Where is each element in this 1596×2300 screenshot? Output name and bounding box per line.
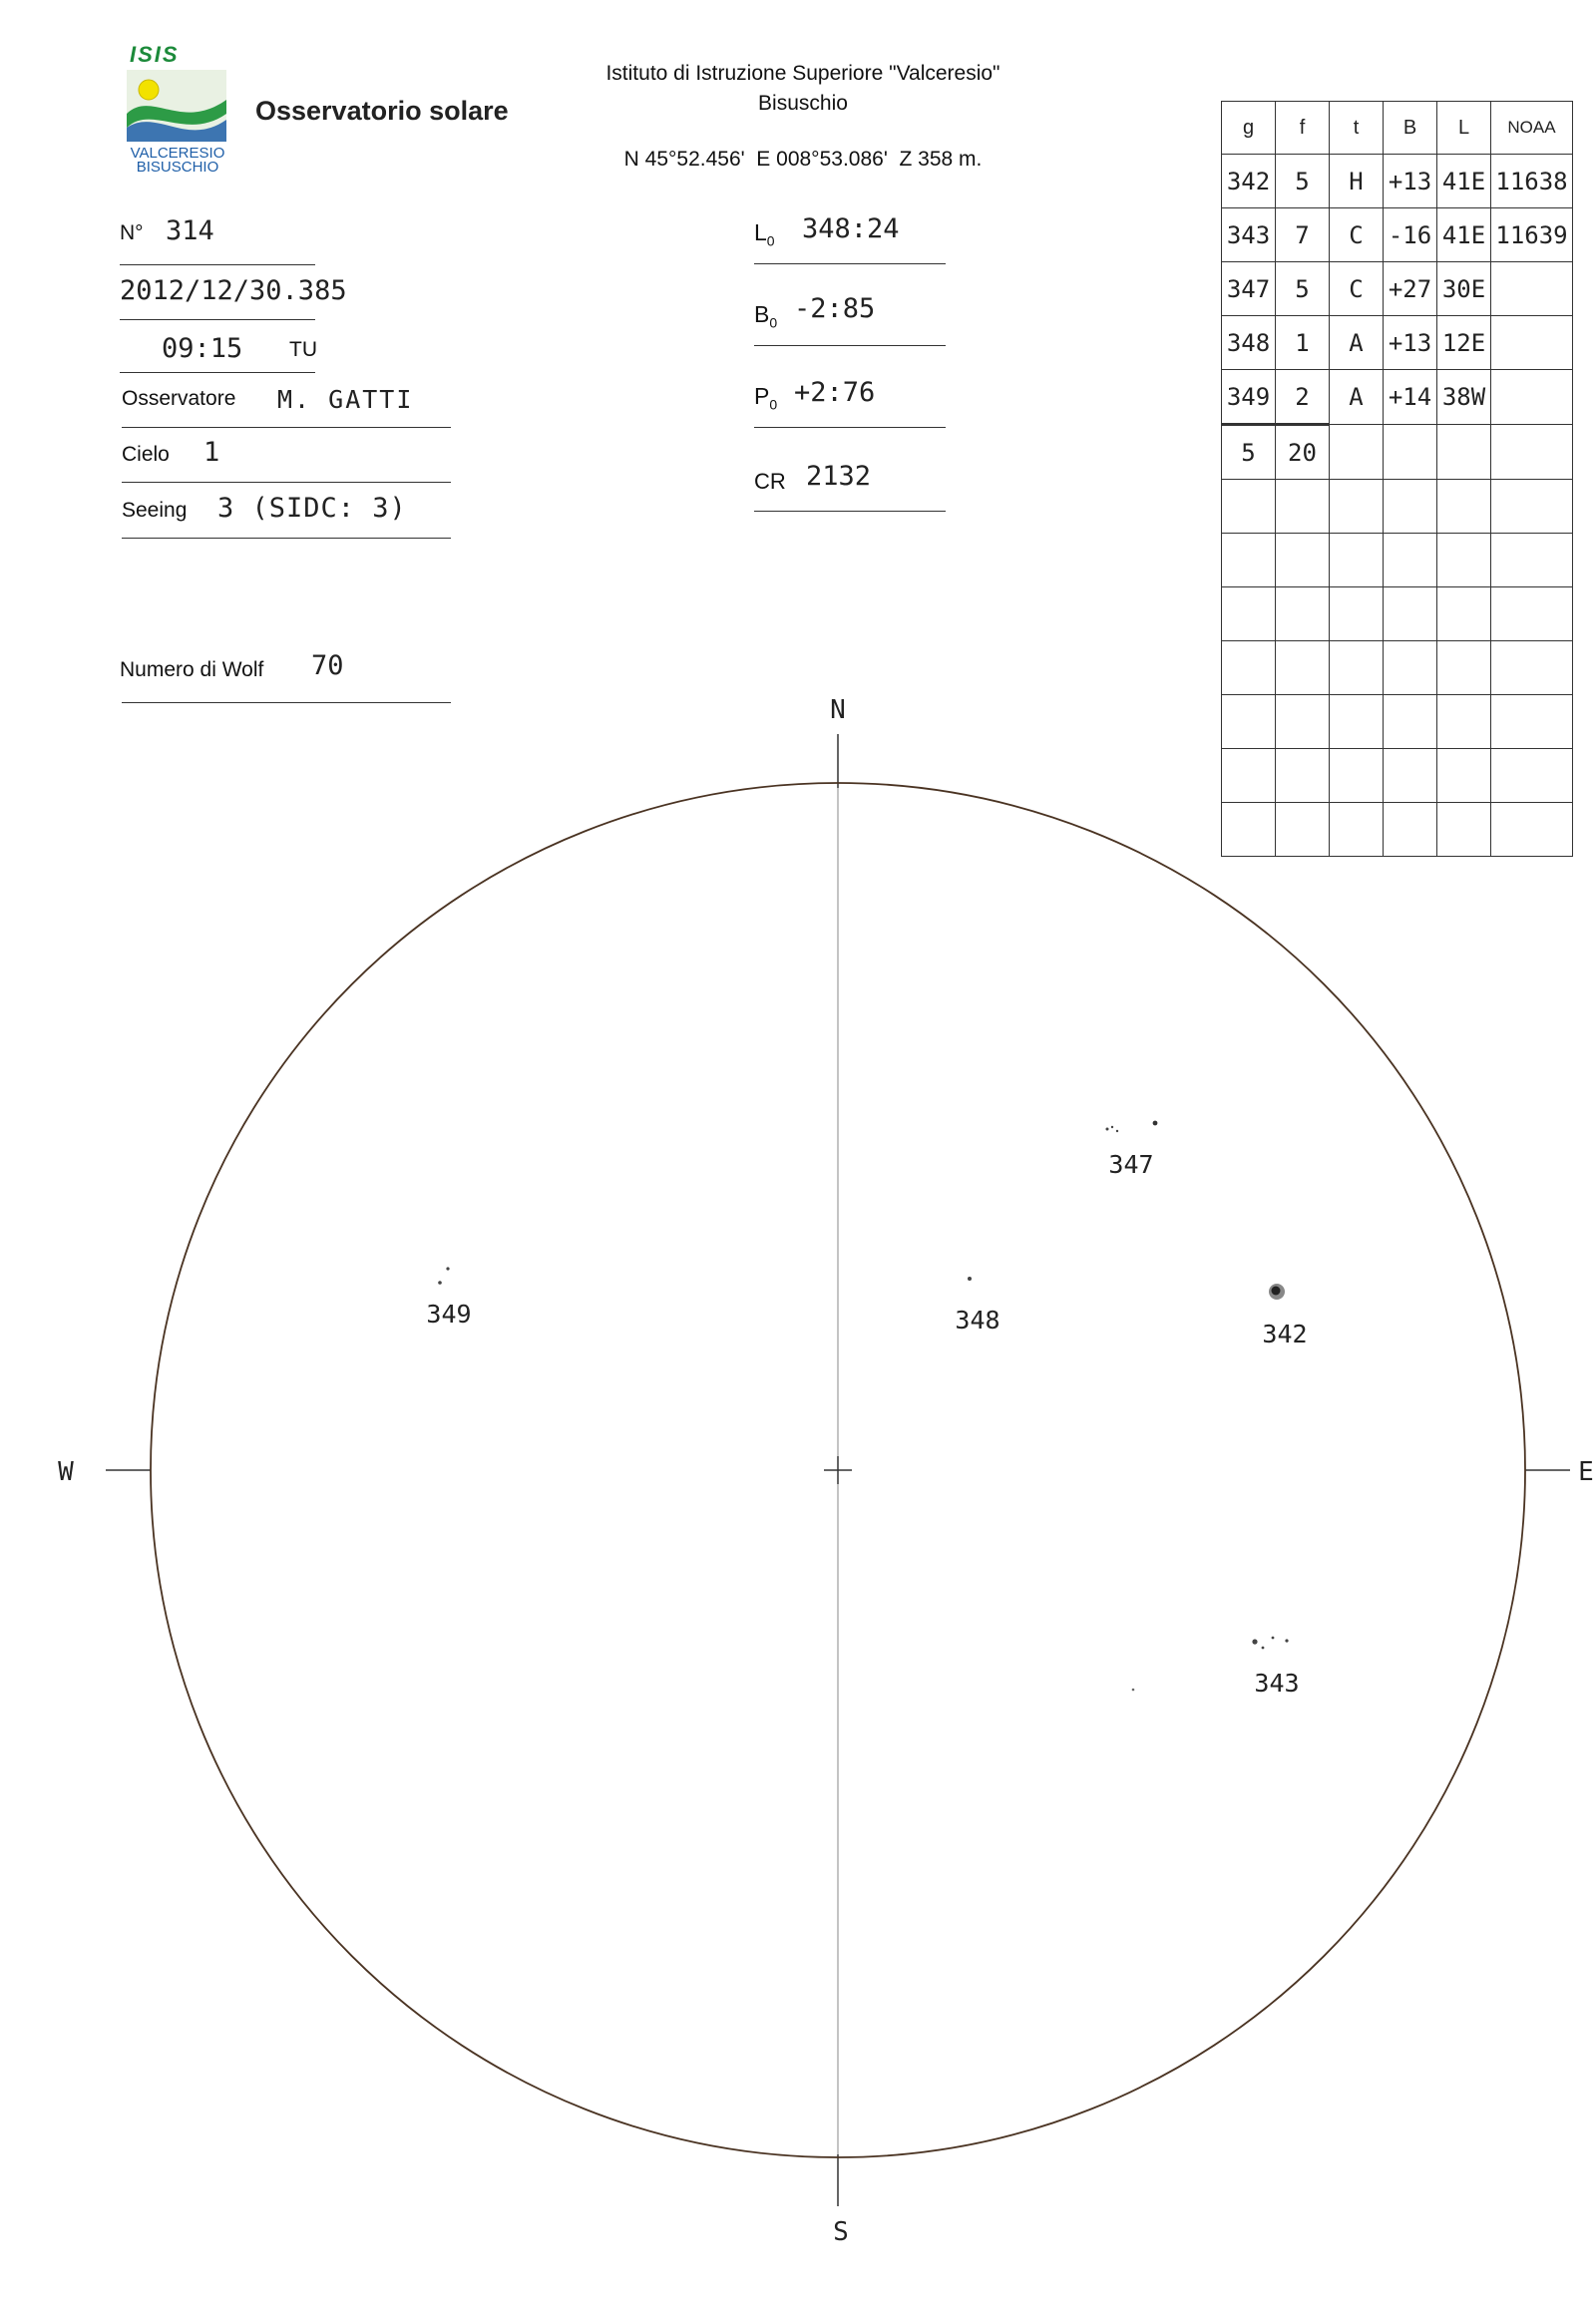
- table-cell-l: 12E: [1437, 316, 1491, 370]
- school-name: Istituto di Istruzione Superiore "Valceresio": [605, 62, 1000, 85]
- sky-label: Cielo: [122, 443, 170, 466]
- b0-value: -2:85: [794, 293, 876, 324]
- south-label: S: [833, 2217, 849, 2247]
- sunspot-group-343: [1252, 1637, 1299, 1698]
- seeing-label: Seeing: [122, 499, 188, 522]
- north-label: N: [830, 695, 846, 725]
- group-label-343: 343: [1254, 1669, 1300, 1698]
- wolf-label: Numero di Wolf: [120, 658, 264, 681]
- table-cell-noaa: 11639: [1491, 208, 1573, 262]
- table-cell-t: H: [1330, 155, 1384, 208]
- cr-value: 2132: [806, 461, 872, 492]
- stray-mark: [1132, 1689, 1135, 1692]
- table-cell-g: 343: [1222, 208, 1276, 262]
- group-label-348: 348: [955, 1306, 1000, 1335]
- east-label: E: [1578, 1457, 1594, 1487]
- spot: [1116, 1130, 1118, 1132]
- l0-letter: L: [754, 219, 767, 245]
- table-cell-f: 2: [1276, 370, 1330, 425]
- time-unit: TU: [289, 338, 317, 361]
- table-cell-f: 7: [1276, 208, 1330, 262]
- logo-acronym: ISIS: [130, 42, 180, 67]
- west-label: W: [58, 1457, 74, 1487]
- group-label-349: 349: [426, 1300, 472, 1329]
- date-value: 2012/12/30.385: [120, 275, 347, 306]
- header-noaa: NOAA: [1491, 102, 1573, 155]
- header-l: L: [1437, 102, 1491, 155]
- p0-letter: P: [754, 383, 770, 409]
- l0-value: 348:24: [802, 213, 900, 244]
- number-value: 314: [166, 215, 214, 246]
- table-cell-g: 5: [1222, 425, 1276, 480]
- group-label-347: 347: [1108, 1150, 1154, 1179]
- header-b: B: [1384, 102, 1437, 155]
- p0-value: +2:76: [794, 377, 876, 408]
- sunspot-group-349: [426, 1267, 471, 1329]
- number-label: N°: [120, 221, 144, 244]
- sunspot-group-348: [955, 1277, 999, 1335]
- table-cell-b: +13: [1384, 155, 1437, 208]
- table-cell-b: +14: [1384, 370, 1437, 425]
- observer-value: M. GATTI: [277, 385, 414, 414]
- spot: [1106, 1128, 1109, 1131]
- l0-sub: 0: [766, 232, 775, 249]
- table-cell-t: A: [1330, 316, 1384, 370]
- spot: [1285, 1639, 1288, 1642]
- wolf-value: 70: [311, 650, 344, 681]
- observatory-coordinates: N 45°52.456' E 008°53.086' Z 358 m.: [623, 148, 983, 171]
- b0-sub: 0: [769, 314, 778, 331]
- table-cell-l: 41E: [1437, 155, 1491, 208]
- table-cell-g: 348: [1222, 316, 1276, 370]
- cr-label: CR: [754, 469, 786, 494]
- b0-letter: B: [754, 301, 770, 327]
- table-cell-g: 342: [1222, 155, 1276, 208]
- spot: [968, 1277, 972, 1281]
- spot: [446, 1267, 449, 1270]
- table-cell-t: A: [1330, 370, 1384, 425]
- header-f: f: [1276, 102, 1330, 155]
- logo-line1: VALCERESIO: [130, 145, 225, 162]
- seeing-value: 3 (SIDC: 3): [217, 493, 407, 524]
- table-cell-t: C: [1330, 262, 1384, 316]
- table-cell-b: +13: [1384, 316, 1437, 370]
- table-cell-f: 5: [1276, 155, 1330, 208]
- header-t: t: [1330, 102, 1384, 155]
- table-cell-b: -16: [1384, 208, 1437, 262]
- table-cell-noaa: 11638: [1491, 155, 1573, 208]
- spot: [1262, 1647, 1265, 1650]
- table-cell-t: C: [1330, 208, 1384, 262]
- table-cell-g: 349: [1222, 370, 1276, 425]
- spot: [1153, 1121, 1158, 1126]
- logo-line2: BISUSCHIO: [136, 159, 219, 176]
- table-cell-f: 1: [1276, 316, 1330, 370]
- spot: [1111, 1126, 1113, 1128]
- page-title: Osservatorio solare: [255, 96, 509, 126]
- table-cell-l: 41E: [1437, 208, 1491, 262]
- table-cell-l: 30E: [1437, 262, 1491, 316]
- sunspot-group-347: [1106, 1121, 1158, 1179]
- observer-label: Osservatore: [122, 387, 236, 410]
- p0-sub: 0: [769, 396, 778, 413]
- table-cell-f: 5: [1276, 262, 1330, 316]
- spot: [1272, 1637, 1275, 1640]
- spot-umbra: [1272, 1287, 1281, 1296]
- school-town: Bisuschio: [758, 92, 848, 115]
- spot: [1252, 1639, 1257, 1644]
- group-label-342: 342: [1262, 1320, 1308, 1348]
- table-cell-f: 20: [1276, 425, 1330, 480]
- table-cell-b: +27: [1384, 262, 1437, 316]
- header-g: g: [1222, 102, 1276, 155]
- time-value: 09:15: [162, 333, 243, 364]
- spot: [438, 1281, 442, 1285]
- table-cell-l: 38W: [1437, 370, 1491, 425]
- sky-value: 1: [203, 437, 220, 468]
- table-cell-g: 347: [1222, 262, 1276, 316]
- sunspot-group-342: [1262, 1284, 1307, 1348]
